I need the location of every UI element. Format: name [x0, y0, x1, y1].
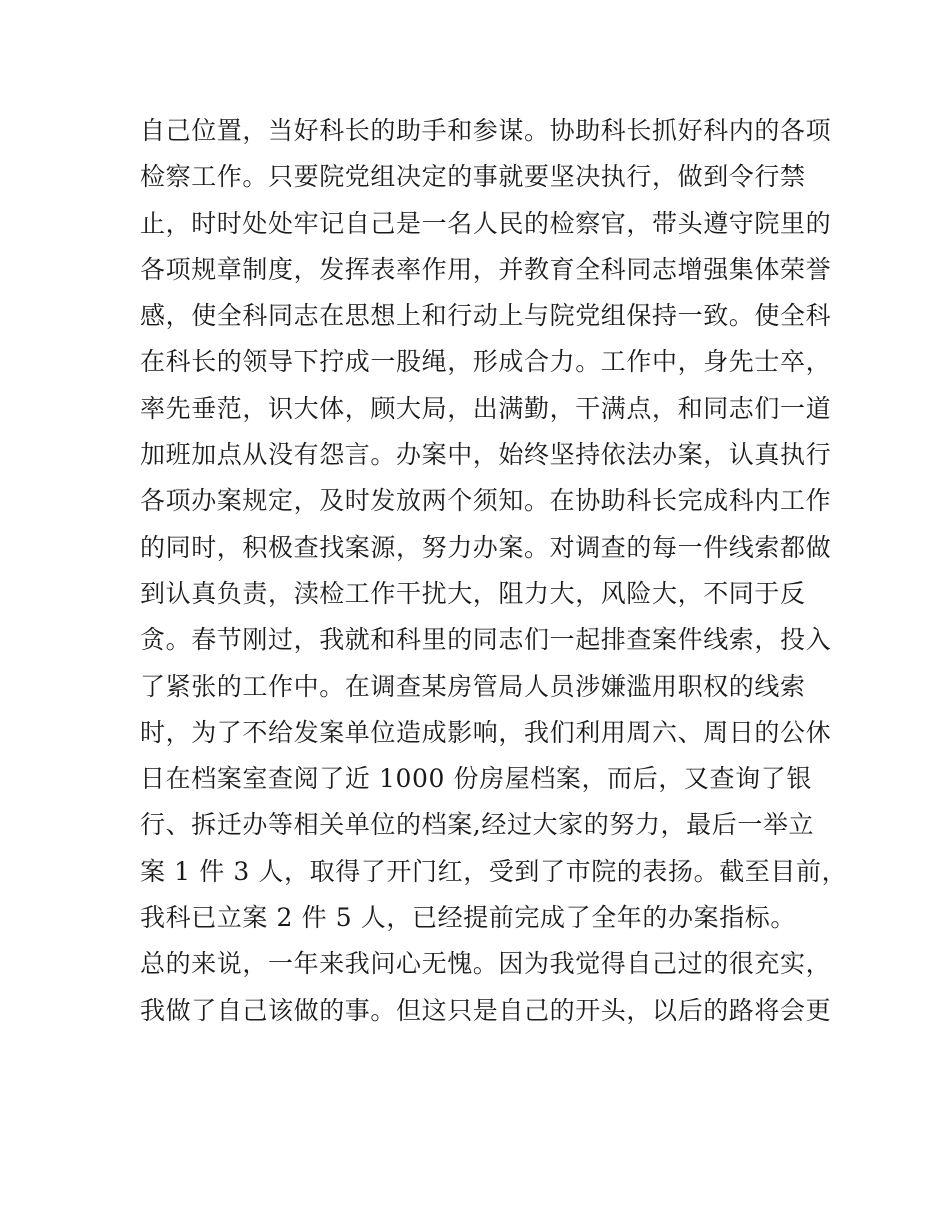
text-line: 率先垂范，识大体，顾大局，出满勤，干满点，和同志们一道: [140, 393, 832, 423]
text-line: 了紧张的工作中。在调查某房管局人员涉嫌滥用职权的线索: [140, 671, 806, 701]
text-line: 到认真负责，渎检工作干扰大，阻力大，风险大，不同于反: [140, 578, 806, 608]
text-line: 案 1 件 3 人，取得了开门红，受到了市院的表扬。截至目前，: [140, 856, 848, 886]
text-line: 我科已立案 2 件 5 人，已经提前完成了全年的办案指标。: [140, 903, 797, 933]
text-line: 检察工作。只要院党组决定的事就要坚决执行，做到令行禁: [140, 162, 806, 192]
text-line: 日在档案室查阅了近 1000 份房屋档案，而后，又查询了银: [140, 764, 812, 794]
text-line: 感，使全科同志在思想上和行动上与院党组保持一致。使全科: [140, 301, 832, 331]
text-line: 自己位置，当好科长的助手和参谋。协助科长抓好科内的各项: [140, 116, 832, 145]
text-line: 贪。春节刚过，我就和科里的同志们一起排查案件线索，投入: [140, 625, 832, 655]
document-body: [140, 108, 848, 1034]
text-line: 在科长的领导下拧成一股绳，形成合力。工作中，身先士卒，: [140, 347, 832, 377]
text-line: 行、拆迁办等相关单位的档案,经过大家的努力，最后一举立: [140, 810, 815, 840]
text-line: 的同时，积极查找案源，努力办案。对调查的每一件线索都做: [140, 532, 832, 562]
text-line: 加班加点从没有怨言。办案中，始终坚持依法办案，认真执行: [140, 440, 832, 470]
text-line: 总的来说，一年来我问心无愧。因为我觉得自己过的很充实，: [140, 949, 832, 979]
text-line: 我做了自己该做的事。但这只是自己的开头，以后的路将会更: [140, 995, 832, 1025]
text-line: 各项规章制度，发挥表率作用，并教育全科同志增强集体荣誉: [140, 254, 832, 284]
text-line: 止，时时处处牢记自己是一名人民的检察官，带头遵守院里的: [140, 208, 832, 238]
text-line: 各项办案规定，及时发放两个须知。在协助科长完成科内工作: [140, 486, 832, 516]
text-line: 时，为了不给发案单位造成影响，我们利用周六、周日的公休: [140, 717, 832, 747]
